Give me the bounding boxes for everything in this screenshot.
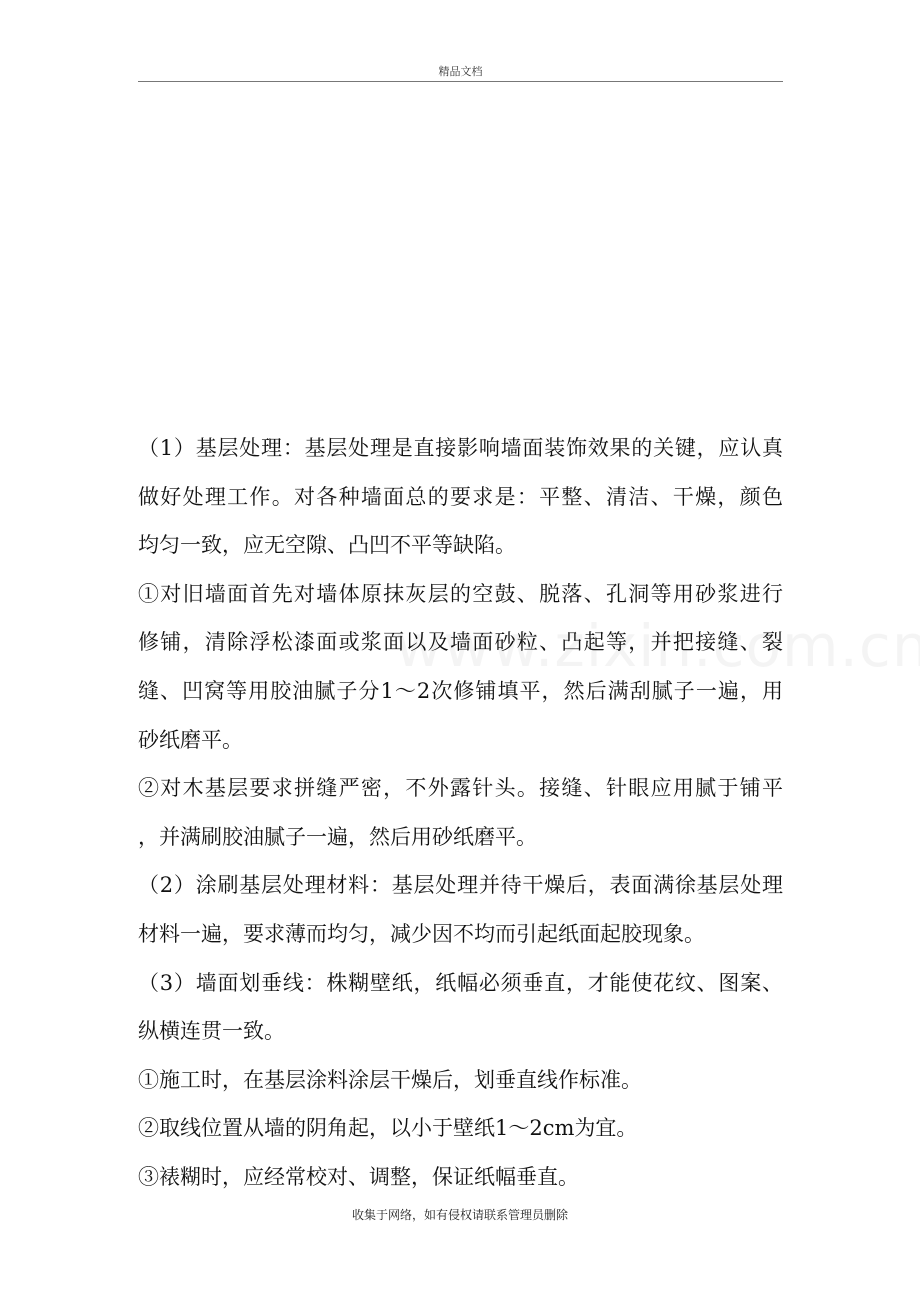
text-line: （2）涂刷基层处理材料：基层处理并待干燥后，表面满徐基层处理	[138, 873, 783, 898]
text-line: ①对旧墙面首先对墙体原抹灰层的空鼓、脱落、孔洞等用砂浆进行	[138, 581, 783, 606]
text-line: 纵横连贯一致。	[138, 1019, 285, 1044]
page-footer: 收集于网络，如有侵权请联系管理员删除	[351, 1208, 568, 1222]
text-line: ①施工时，在基层涂料涂层干燥后，划垂直线作标准。	[138, 1067, 642, 1092]
text-line: 修铺，清除浮松漆面或浆面以及墙面砂粒、凸起等，并把接缝、裂	[138, 630, 783, 655]
text-line: ②取线位置从墙的阴角起，以小于壁纸1～2cm为宜。	[138, 1116, 638, 1141]
text-line: （1）基层处理：基层处理是直接影响墙面装饰效果的关键，应认真	[138, 436, 783, 460]
page-header: 精品文档	[138, 62, 783, 82]
text-line: 缝、凹窝等用胶油腻子分1～2次修铺填平，然后满刮腻子一遍，用	[138, 678, 783, 703]
text-line: ，并满刷胶油腻子一遍，然后用砂纸磨平。	[138, 824, 537, 849]
text-line: ②对木基层要求拼缝严密，不外露针头。接缝、针眼应用腻于铺平	[138, 776, 783, 801]
text-line: 均匀一致，应无空隙、凸凹不平等缺陷。	[138, 533, 516, 558]
text-line: 做好处理工作。对各种墙面总的要求是：平整、清洁、干燥，颜色	[138, 484, 783, 509]
text-line: 砂纸磨平。	[138, 727, 243, 752]
text-line: ③裱糊时，应经常校对、调整，保证纸幅垂直。	[138, 1164, 579, 1189]
text-line: （3）墙面划垂线：株糊壁纸，纸幅必须垂直，才能使花纹、图案、	[138, 970, 783, 995]
text-line: 材料一遍，要求薄而均匀，减少因不均而引起纸面起胶现象。	[138, 921, 705, 946]
document-body	[138, 424, 783, 1202]
